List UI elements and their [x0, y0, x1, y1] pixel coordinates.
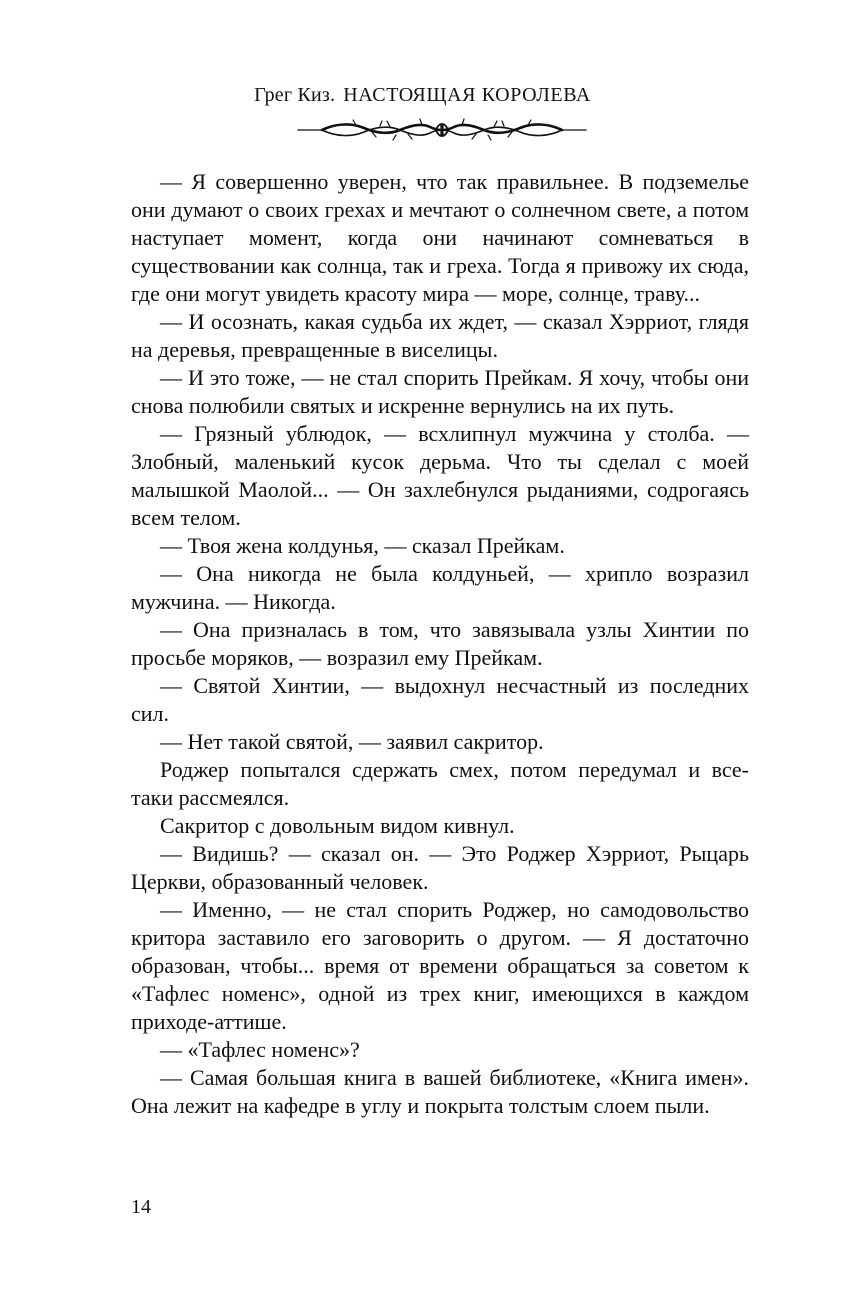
paragraph: — Грязный ублюдок, — всхлипнул мужчина у столба. — Злобный, маленький кусок дерьма. Что ты сделал с моей малышкой Маолой... — Он захлебнулся рыданиями, содрогаясь всем телом. [131, 421, 749, 530]
running-header [0, 84, 845, 107]
paragraph: — Я совершенно уверен, что так правильнее. В подземелье они думают о своих грехах и мечтают о солнечном свете, а потом наступает момент, когда они начинают сомневаться в существовании как солнца, так и греха. Тогда я привожу их сюда, где они могут увидеть красоту мира — море, солнце, траву... [131, 169, 749, 306]
paragraph: — Нет такой святой, — заявил сакритор. [160, 729, 544, 754]
paragraph: Роджер попытался сдержать смех, потом передумал и все-таки рассмеялся. [131, 757, 749, 810]
paragraph: — Самая большая книга в вашей библиотеке, «Книга имен». Она лежит на кафедре в углу и покрыта толстым слоем пыли. [131, 1065, 749, 1118]
paragraph: — Именно, — не стал спорить Роджер, но самодовольство критора заставило его заговорить о другом. — Я достаточно образован, чтобы... время от времени обращаться за советом к «Тафлес номенс», одной из трех книг, имеющихся в каждом приходе-аттише. [131, 897, 749, 1034]
thorn-vine-divider-icon [296, 117, 588, 143]
paragraph: — «Тафлес номенс»? [160, 1037, 360, 1062]
paragraph: — Она призналась в том, что завязывала узлы Хинтии по просьбе моряков, — возразил ему Прейкам. [131, 617, 749, 670]
page-number: 14 [131, 1196, 151, 1218]
header-author: Грег Киз. [254, 84, 336, 106]
header-book-title: НАСТОЯЩАЯ КОРОЛЕВА [343, 84, 591, 106]
paragraph: — И это тоже, — не стал спорить Прейкам. Я хочу, чтобы они снова полюбили святых и искренне вернулись на их путь. [131, 365, 749, 418]
paragraph: — И осознать, какая судьба их ждет, — сказал Хэрриот, глядя на деревья, превращенные в виселицы. [131, 309, 749, 362]
paragraph: Сакритор с довольным видом кивнул. [160, 813, 515, 838]
paragraph: — Святой Хинтии, — выдохнул несчастный из последних сил. [131, 673, 749, 726]
page-body [131, 168, 749, 1120]
paragraph: — Она никогда не была колдуньей, — хрипло возразил мужчина. — Никогда. [131, 561, 749, 614]
paragraph: — Видишь? — сказал он. — Это Роджер Хэрриот, Рыцарь Церкви, образованный человек. [131, 841, 749, 894]
paragraph: — Твоя жена колдунья, — сказал Прейкам. [160, 533, 565, 558]
